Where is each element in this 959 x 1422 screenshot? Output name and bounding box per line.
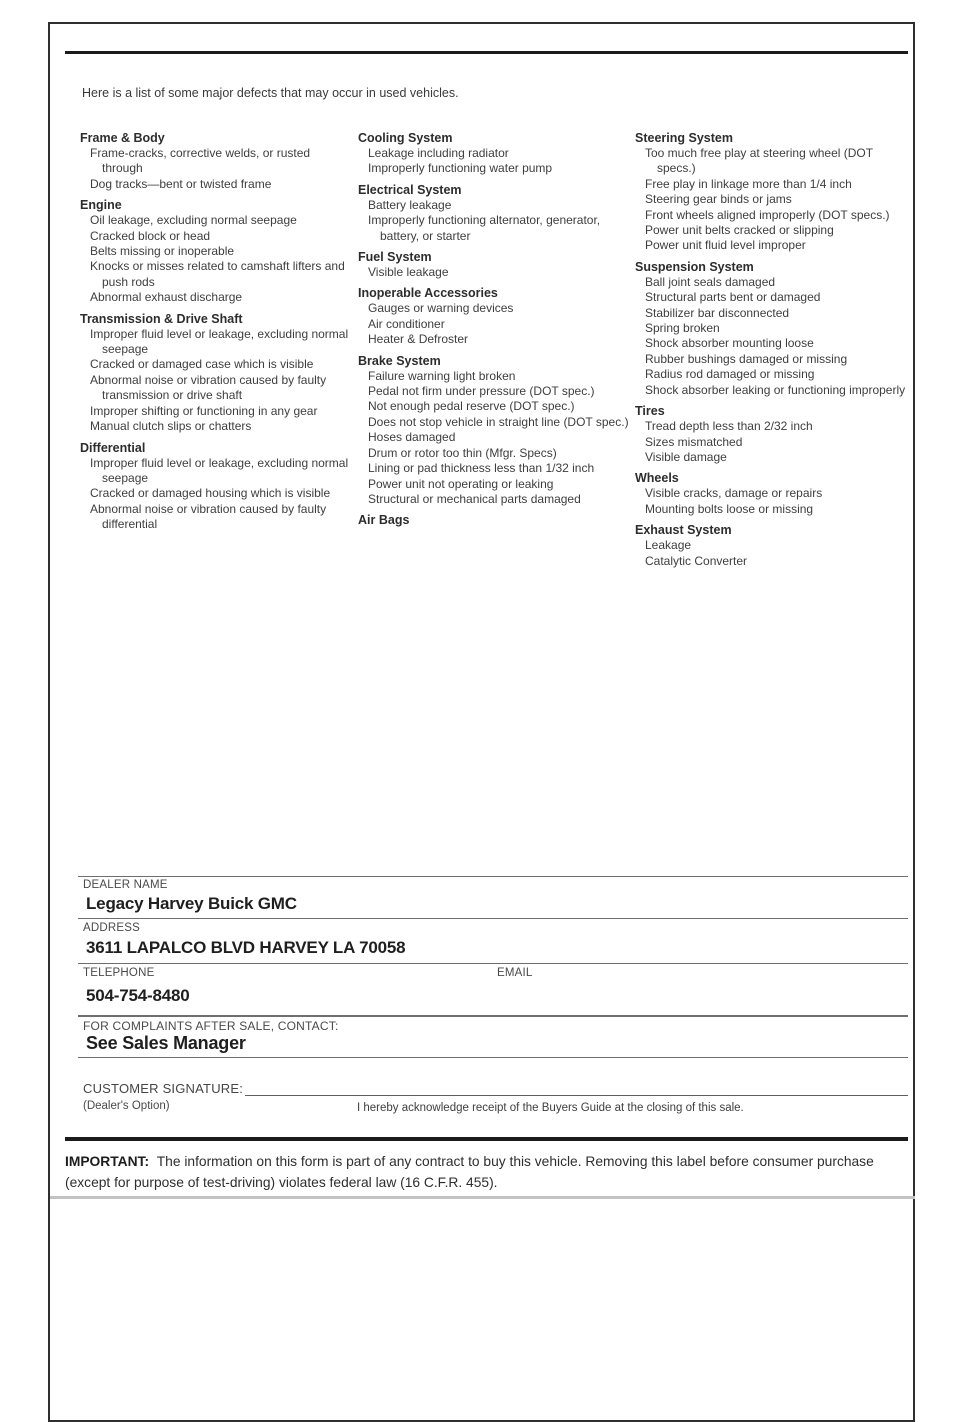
telephone-value: 504-754-8480 <box>86 986 190 1005</box>
defect-item: Shock absorber leaking or functioning improperly <box>645 382 906 397</box>
bottom-edge-rule <box>50 1196 915 1199</box>
telephone-label: TELEPHONE <box>83 967 155 979</box>
defect-item: Abnormal noise or vibration caused by faulty transmission or drive shaft <box>90 372 327 403</box>
important-notice <box>65 1152 911 1193</box>
defect-section-title: Steering System <box>635 131 733 145</box>
defect-item: Does not stop vehicle in straight line (DOT spec.) <box>368 414 629 429</box>
footer-rule <box>65 1137 908 1141</box>
defect-item: Drum or rotor too thin (Mfgr. Specs) <box>368 445 557 460</box>
defect-item: Air conditioner <box>368 316 445 331</box>
dealer-name-value: Legacy Harvey Buick GMC <box>86 894 297 913</box>
defect-item: Dog tracks—bent or twisted frame <box>90 176 272 191</box>
defect-item: Power unit not operating or leaking <box>368 476 554 491</box>
defect-section-title: Exhaust System <box>635 523 732 538</box>
dealers-option-label: (Dealer's Option) <box>83 1100 170 1112</box>
defect-item: Oil leakage, excluding normal seepage <box>90 213 297 228</box>
defect-item: Abnormal noise or vibration caused by faulty differential <box>90 501 327 532</box>
defect-item: Radius rod damaged or missing <box>645 367 815 382</box>
field-divider <box>78 1015 908 1017</box>
defect-item: Visible leakage <box>368 265 449 280</box>
defect-section-title: Air Bags <box>358 513 410 528</box>
acknowledgement-text: I hereby acknowledge receipt of the Buyers Guide at the closing of this sale. <box>357 1102 744 1114</box>
defect-item: Cracked block or head <box>90 228 211 243</box>
defect-item: Improper fluid level or leakage, excluding normal seepage <box>90 326 349 357</box>
defect-item: Heater & Defroster <box>368 332 469 347</box>
defect-item: Battery leakage <box>368 197 452 212</box>
defect-item: Ball joint seals damaged <box>645 274 776 289</box>
address-value: 3611 LAPALCO BLVD HARVEY LA 70058 <box>86 938 406 957</box>
field-divider <box>78 876 908 877</box>
top-rule <box>65 51 908 54</box>
defect-item: Cracked or damaged housing which is visible <box>90 486 331 501</box>
defect-section-title: Suspension System <box>635 259 754 274</box>
defect-item: Failure warning light broken <box>368 368 516 383</box>
defect-item: Improper shifting or functioning in any gear <box>90 403 318 418</box>
defect-item: Sizes mismatched <box>645 434 743 449</box>
email-label: EMAIL <box>497 967 533 979</box>
defect-item: Hoses damaged <box>368 430 456 445</box>
dealer-name-label: DEALER NAME <box>83 879 168 891</box>
defect-item: Structural or mechanical parts damaged <box>368 491 581 506</box>
defect-item: Visible cracks, damage or repairs <box>645 486 823 501</box>
field-divider <box>78 963 908 964</box>
defect-section-title: Transmission & Drive Shaft <box>80 311 243 326</box>
defect-section-title: Frame & Body <box>80 131 165 145</box>
intro-text: Here is a list of some major defects that may occur in used vehicles. <box>82 86 459 100</box>
defect-section-title: Wheels <box>635 471 679 486</box>
defect-item: Structural parts bent or damaged <box>645 290 821 305</box>
defect-item: Power unit belts cracked or slipping <box>645 223 834 238</box>
complaints-value: See Sales Manager <box>86 1033 246 1053</box>
defects-column-1 <box>80 131 354 533</box>
defect-item: Knocks or misses related to camshaft lifters and push rods <box>90 259 345 289</box>
defect-item: Rubber bushings damaged or missing <box>645 351 848 366</box>
defect-item: Frame-cracks, corrective welds, or rusted through <box>90 146 311 176</box>
complaints-label: FOR COMPLAINTS AFTER SALE, CONTACT: <box>83 1019 339 1033</box>
customer-signature-label: CUSTOMER SIGNATURE: <box>83 1081 244 1096</box>
defect-item: Gauges or warning devices <box>368 301 514 316</box>
defect-section-title: Cooling System <box>358 131 453 145</box>
defect-section-title: Inoperable Accessories <box>358 286 498 301</box>
defect-item: Lining or pad thickness less than 1/32 inch <box>368 461 595 476</box>
defect-item: Manual clutch slips or chatters <box>90 419 252 434</box>
defect-item: Tread depth less than 2/32 inch <box>645 419 813 434</box>
defect-item: Catalytic Converter <box>645 553 748 568</box>
defect-item: Spring broken <box>645 321 720 336</box>
defect-item: Free play in linkage more than 1/4 inch <box>645 176 852 191</box>
customer-signature-line <box>245 1095 908 1096</box>
defect-item: Belts missing or inoperable <box>90 244 235 259</box>
defect-section-title: Brake System <box>358 353 441 368</box>
defect-section-title: Electrical System <box>358 182 462 197</box>
defect-item: Improper fluid level or leakage, excluding normal seepage <box>90 455 349 485</box>
defect-section-title: Differential <box>80 440 146 455</box>
defect-item: Leakage including radiator <box>368 146 509 160</box>
defect-item: Abnormal exhaust discharge <box>90 290 243 305</box>
defect-item: Power unit fluid level improper <box>645 238 806 253</box>
defect-item: Cracked or damaged case which is visible <box>90 357 314 372</box>
defect-item: Shock absorber mounting loose <box>645 336 814 351</box>
address-label: ADDRESS <box>83 922 140 934</box>
defect-item: Mounting bolts loose or missing <box>645 501 814 516</box>
defect-item: Not enough pedal reserve (DOT spec.) <box>368 399 575 414</box>
defect-item: Steering gear binds or jams <box>645 192 792 207</box>
important-text: The information on this form is part of any contract to buy this vehicle. Removing this label before consumer purchase (except for purpose of test-driving) violates federal law (16 C.F.R. 455). <box>65 1154 874 1190</box>
defects-column-3 <box>635 131 912 569</box>
defect-item: Pedal not firm under pressure (DOT spec.) <box>368 384 595 399</box>
defect-item: Stabilizer bar disconnected <box>645 305 790 320</box>
field-divider <box>78 918 908 919</box>
defect-section-title: Engine <box>80 198 122 213</box>
defect-section-title: Tires <box>635 404 665 419</box>
defect-item: Front wheels aligned improperly (DOT specs.) <box>645 207 890 222</box>
defects-column-2 <box>358 131 635 528</box>
defect-section-title: Fuel System <box>358 250 432 265</box>
defect-item: Leakage <box>645 538 692 553</box>
defect-item: Visible damage <box>645 449 727 464</box>
defect-item: Improperly functioning alternator, generator, battery, or starter <box>368 213 601 243</box>
important-label: IMPORTANT: <box>65 1154 150 1169</box>
defect-item: Too much free play at steering wheel (DOT specs.) <box>645 146 873 176</box>
defect-item: Improperly functioning water pump <box>368 161 553 176</box>
field-divider <box>78 1057 908 1058</box>
